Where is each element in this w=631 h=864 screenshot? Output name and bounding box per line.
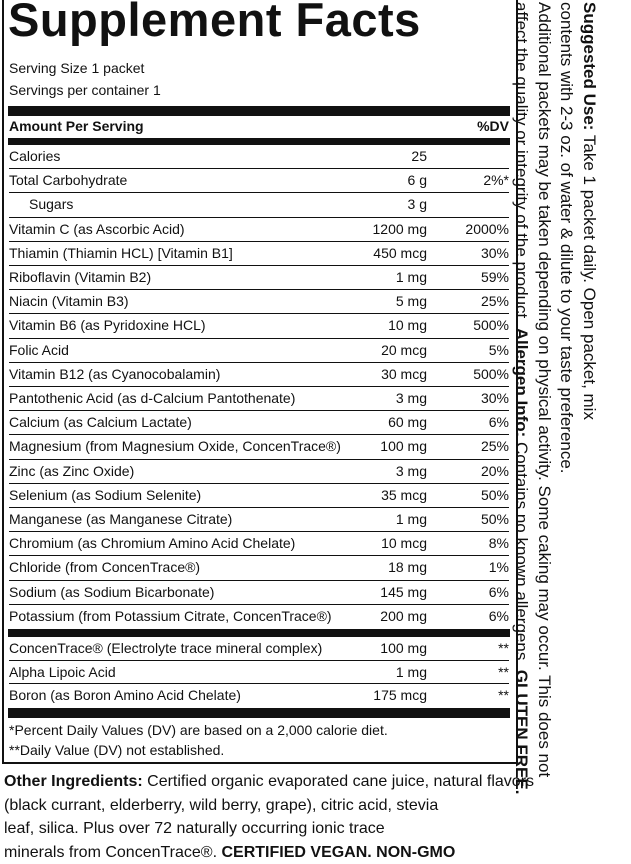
other-nutrient-row bbox=[9, 684, 509, 708]
nutrient-dv: 25% bbox=[481, 293, 509, 309]
dv-footnote: *Percent Daily Values (DV) are based on a 2,000 calorie diet. bbox=[9, 722, 388, 738]
nutrient-name: Total Carbohydrate bbox=[9, 172, 127, 188]
nutrient-row bbox=[9, 145, 509, 169]
nutrient-name: Sodium (as Sodium Bicarbonate) bbox=[9, 584, 214, 600]
nutrient-dv: ** bbox=[498, 640, 509, 656]
ingredients-line-1: Other Ingredients: Certified organic evaporated cane juice, natural flavors bbox=[4, 770, 518, 794]
nutrient-amount: 18 mg bbox=[388, 559, 427, 575]
nutrient-row bbox=[9, 460, 509, 484]
nutrient-row bbox=[9, 314, 509, 338]
nutrient-name: Zinc (as Zinc Oxide) bbox=[9, 463, 134, 479]
nutrient-amount: 5 mg bbox=[396, 293, 427, 309]
thick-divider-top bbox=[8, 106, 510, 116]
nutrient-row bbox=[9, 556, 509, 580]
nutrient-amount: 1 mg bbox=[396, 269, 427, 285]
nutrient-name: Thiamin (Thiamin HCL) [Vitamin B1] bbox=[9, 245, 233, 261]
nutrient-dv: 50% bbox=[481, 487, 509, 503]
nutrient-amount: 450 mcg bbox=[373, 245, 427, 261]
servings-per-container: Servings per container 1 bbox=[9, 82, 161, 98]
nutrient-dv: 6% bbox=[489, 584, 509, 600]
nutrient-amount: 100 mg bbox=[380, 640, 427, 656]
nutrient-row bbox=[9, 339, 509, 363]
nutrient-dv: 2000% bbox=[465, 221, 509, 237]
nutrient-amount: 175 mcg bbox=[373, 687, 427, 703]
nutrient-amount: 20 mcg bbox=[381, 342, 427, 358]
nutrient-name: Calories bbox=[9, 148, 60, 164]
nutrient-dv: 6% bbox=[489, 414, 509, 430]
serving-size: Serving Size 1 packet bbox=[9, 60, 144, 76]
ingredients-line-2: (black currant, elderberry, wild berry, grape), citric acid, stevia bbox=[4, 794, 518, 818]
nutrient-row bbox=[9, 266, 509, 290]
suggested-use-line-3: Additional packets may be taken depending on physical activity. Some caking may occur. This does not bbox=[533, 2, 556, 862]
nutrient-dv: 2%* bbox=[483, 172, 509, 188]
suggested-use-side-panel bbox=[510, 2, 600, 862]
nutrient-name: Sugars bbox=[29, 196, 73, 212]
nutrient-row bbox=[9, 290, 509, 314]
nutrient-name: Riboflavin (Vitamin B2) bbox=[9, 269, 151, 285]
nutrient-name: Boron (as Boron Amino Acid Chelate) bbox=[9, 687, 241, 703]
gluten-free-label: GLUTEN FREE. bbox=[513, 670, 532, 795]
nutrient-name: Pantothenic Acid (as d-Calcium Pantothenate) bbox=[9, 390, 295, 406]
nutrient-name: Potassium (from Potassium Citrate, ConcenTrace®) bbox=[9, 608, 332, 624]
nutrient-amount: 10 mg bbox=[388, 317, 427, 333]
nutrient-name: Vitamin C (as Ascorbic Acid) bbox=[9, 221, 185, 237]
nutrient-name: Vitamin B6 (as Pyridoxine HCL) bbox=[9, 317, 206, 333]
nutrient-row bbox=[9, 169, 509, 193]
nutrient-amount: 30 mcg bbox=[381, 366, 427, 382]
nutrient-amount: 1200 mg bbox=[373, 221, 427, 237]
nutrient-dv: ** bbox=[498, 687, 509, 703]
not-established-footnote: **Daily Value (DV) not established. bbox=[9, 742, 224, 758]
nutrient-row bbox=[9, 218, 509, 242]
nutrient-dv: 25% bbox=[481, 438, 509, 454]
nutrient-dv: 6% bbox=[489, 608, 509, 624]
nutrient-dv: 30% bbox=[481, 245, 509, 261]
suggested-use-line-2: contents with 2-3 oz. of water & dilute to your taste preference. bbox=[555, 2, 578, 862]
ingredients-line-3: leaf, silica. Plus over 72 naturally occurring ionic trace bbox=[4, 817, 518, 841]
nutrient-amount: 60 mg bbox=[388, 414, 427, 430]
nutrient-name: Vitamin B12 (as Cyanocobalamin) bbox=[9, 366, 220, 382]
thick-divider-bottom bbox=[8, 708, 510, 718]
nutrient-dv: 30% bbox=[481, 390, 509, 406]
nutrient-name: Calcium (as Calcium Lactate) bbox=[9, 414, 192, 430]
panel-title: Supplement Facts bbox=[8, 0, 421, 47]
nutrient-row bbox=[9, 581, 509, 605]
nutrient-row bbox=[9, 387, 509, 411]
nutrient-amount: 35 mcg bbox=[381, 487, 427, 503]
nutrient-amount: 3 mg bbox=[396, 463, 427, 479]
nutrient-name: Chloride (from ConcenTrace®) bbox=[9, 559, 200, 575]
suggested-use-line-1: Suggested Use: Take 1 packet daily. Open packet, mix bbox=[578, 2, 601, 862]
nutrient-row bbox=[9, 532, 509, 556]
nutrient-name: Magnesium (from Magnesium Oxide, ConcenTrace®) bbox=[9, 438, 341, 454]
thick-divider-header bbox=[8, 138, 510, 145]
certified-vegan-label: CERTIFIED VEGAN. NON-GMO bbox=[222, 844, 456, 861]
ingredients-line-4: minerals from ConcenTrace®. CERTIFIED VEGAN. NON-GMO bbox=[4, 841, 518, 864]
nutrient-amount: 25 bbox=[411, 148, 427, 164]
nutrient-dv: 500% bbox=[473, 366, 509, 382]
other-ingredients bbox=[4, 770, 518, 864]
other-nutrient-row bbox=[9, 637, 509, 661]
nutrient-dv: 1% bbox=[489, 559, 509, 575]
amount-per-serving-label: Amount Per Serving bbox=[9, 118, 144, 134]
amount-header bbox=[9, 118, 509, 138]
nutrient-dv: 500% bbox=[473, 317, 509, 333]
suggested-use-line-4: affect the quality or integrity of the product. Allergen Info: Contains no known allergens. GLUTEN FREE. bbox=[510, 2, 533, 862]
nutrient-row bbox=[9, 605, 509, 629]
nutrient-dv: ** bbox=[498, 664, 509, 680]
nutrient-row bbox=[9, 363, 509, 387]
nutrient-name: Niacin (Vitamin B3) bbox=[9, 293, 129, 309]
thick-divider-mid bbox=[8, 629, 510, 637]
nutrient-amount: 100 mg bbox=[380, 438, 427, 454]
nutrient-name: Manganese (as Manganese Citrate) bbox=[9, 511, 232, 527]
nutrient-name: Folic Acid bbox=[9, 342, 69, 358]
nutrient-amount: 3 g bbox=[408, 196, 427, 212]
nutrient-name: Selenium (as Sodium Selenite) bbox=[9, 487, 201, 503]
nutrient-amount: 6 g bbox=[408, 172, 427, 188]
nutrient-name: Alpha Lipoic Acid bbox=[9, 664, 116, 680]
nutrient-row bbox=[9, 242, 509, 266]
nutrient-row bbox=[9, 193, 509, 217]
nutrient-amount: 1 mg bbox=[396, 664, 427, 680]
other-nutrient-row bbox=[9, 661, 509, 685]
nutrient-dv: 59% bbox=[481, 269, 509, 285]
nutrient-amount: 145 mg bbox=[380, 584, 427, 600]
nutrient-row bbox=[9, 435, 509, 459]
nutrient-amount: 200 mg bbox=[380, 608, 427, 624]
other-ingredients-label: Other Ingredients: bbox=[4, 773, 143, 790]
nutrient-amount: 1 mg bbox=[396, 511, 427, 527]
nutrient-amount: 3 mg bbox=[396, 390, 427, 406]
nutrient-name: ConcenTrace® (Electrolyte trace mineral complex) bbox=[9, 640, 322, 656]
nutrient-amount: 10 mcg bbox=[381, 535, 427, 551]
suggested-use-label: Suggested Use: bbox=[580, 2, 599, 130]
dv-header-label: %DV bbox=[477, 118, 509, 134]
nutrient-dv: 50% bbox=[481, 511, 509, 527]
allergen-info-label: Allergen Info: bbox=[513, 328, 532, 438]
nutrient-dv: 8% bbox=[489, 535, 509, 551]
nutrient-name: Chromium (as Chromium Amino Acid Chelate) bbox=[9, 535, 295, 551]
nutrient-dv: 20% bbox=[481, 463, 509, 479]
nutrient-row bbox=[9, 508, 509, 532]
nutrient-dv: 5% bbox=[489, 342, 509, 358]
nutrient-row bbox=[9, 411, 509, 435]
nutrient-row bbox=[9, 484, 509, 508]
